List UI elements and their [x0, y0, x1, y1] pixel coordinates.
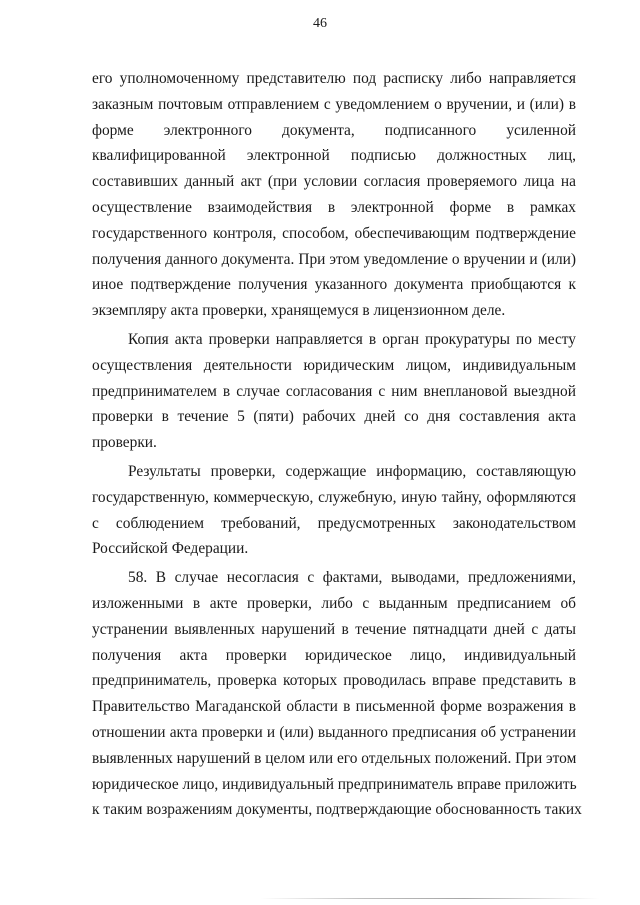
- text-line: выявленных нарушений в целом или его отдельных положений. При этом: [92, 749, 577, 767]
- text-line: предприниматель, проверка которых проводилась вправе представить в: [92, 672, 576, 690]
- text-line: изложенными в акте проверки, либо с выданным предписанием об: [92, 594, 576, 612]
- text-line: с соблюдением требований, предусмотренных законодательством: [92, 514, 576, 532]
- paragraph-secret-info: [92, 459, 576, 562]
- text-line: Результаты проверки, содержащие информацию, составляющую: [128, 462, 576, 480]
- text-line: проверки в течение 5 (пяти) рабочих дней со дня составления акта: [92, 408, 576, 426]
- scan-edge-line: [260, 898, 600, 899]
- text-line: Копия акта проверки направляется в орган прокуратуры по месту: [128, 330, 576, 348]
- text-line: государственную, коммерческую, служебную, иную тайну, оформляются: [92, 488, 576, 506]
- text-line: получения акта проверки юридическое лицо, индивидуальный: [92, 646, 576, 664]
- text-line: форме электронного документа, подписанного усиленной: [92, 121, 576, 139]
- text-line: составивших данный акт (при условии согласия проверяемого лица на: [92, 173, 576, 191]
- text-line: проверки.: [92, 434, 157, 452]
- text-line: экземпляру акта проверки, хранящемуся в лицензионном деле.: [92, 302, 506, 320]
- document-body: [92, 66, 582, 823]
- text-line: его уполномоченному представителю под расписку либо направляется: [92, 70, 576, 87]
- text-line: 58. В случае несогласия с фактами, выводами, предложениями,: [128, 569, 576, 587]
- text-line: устранении выявленных нарушений в течение пятнадцати дней с даты: [92, 620, 576, 638]
- page-number: 46: [313, 16, 327, 31]
- text-line: отношении акта проверки и (или) выданного предписания об устранении: [92, 723, 576, 741]
- paragraph-prosecutor-copy: [92, 327, 576, 456]
- text-line: осуществление взаимодействия в электронной форме в рамках: [92, 198, 576, 216]
- text-line: предпринимателем в случае согласования с ним внеплановой выездной: [92, 382, 576, 400]
- text-line: к таким возражениям документы, подтверждающие обоснованность таких: [92, 801, 582, 819]
- text-line: иное подтверждение получения указанного документа приобщаются к: [92, 276, 576, 294]
- text-line: получения данного документа. При этом уведомление о вручении и (или): [92, 250, 576, 268]
- paragraph-delivery: [92, 66, 576, 324]
- text-line: юридическое лицо, индивидуальный предприниматель вправе приложить: [92, 775, 577, 793]
- paragraph-58-objections: [92, 565, 582, 823]
- text-line: Правительство Магаданской области в письменной форме возражения в: [92, 698, 576, 716]
- text-line: Российской Федерации.: [92, 540, 249, 558]
- text-line: квалифицированной электронной подписью должностных лиц,: [92, 147, 576, 165]
- text-line: заказным почтовым отправлением с уведомлением о вручении, и (или) в: [92, 95, 576, 113]
- text-line: осуществления деятельности юридическим лицом, индивидуальным: [92, 356, 576, 374]
- text-line: государственного контроля, способом, обеспечивающим подтверждение: [92, 224, 576, 242]
